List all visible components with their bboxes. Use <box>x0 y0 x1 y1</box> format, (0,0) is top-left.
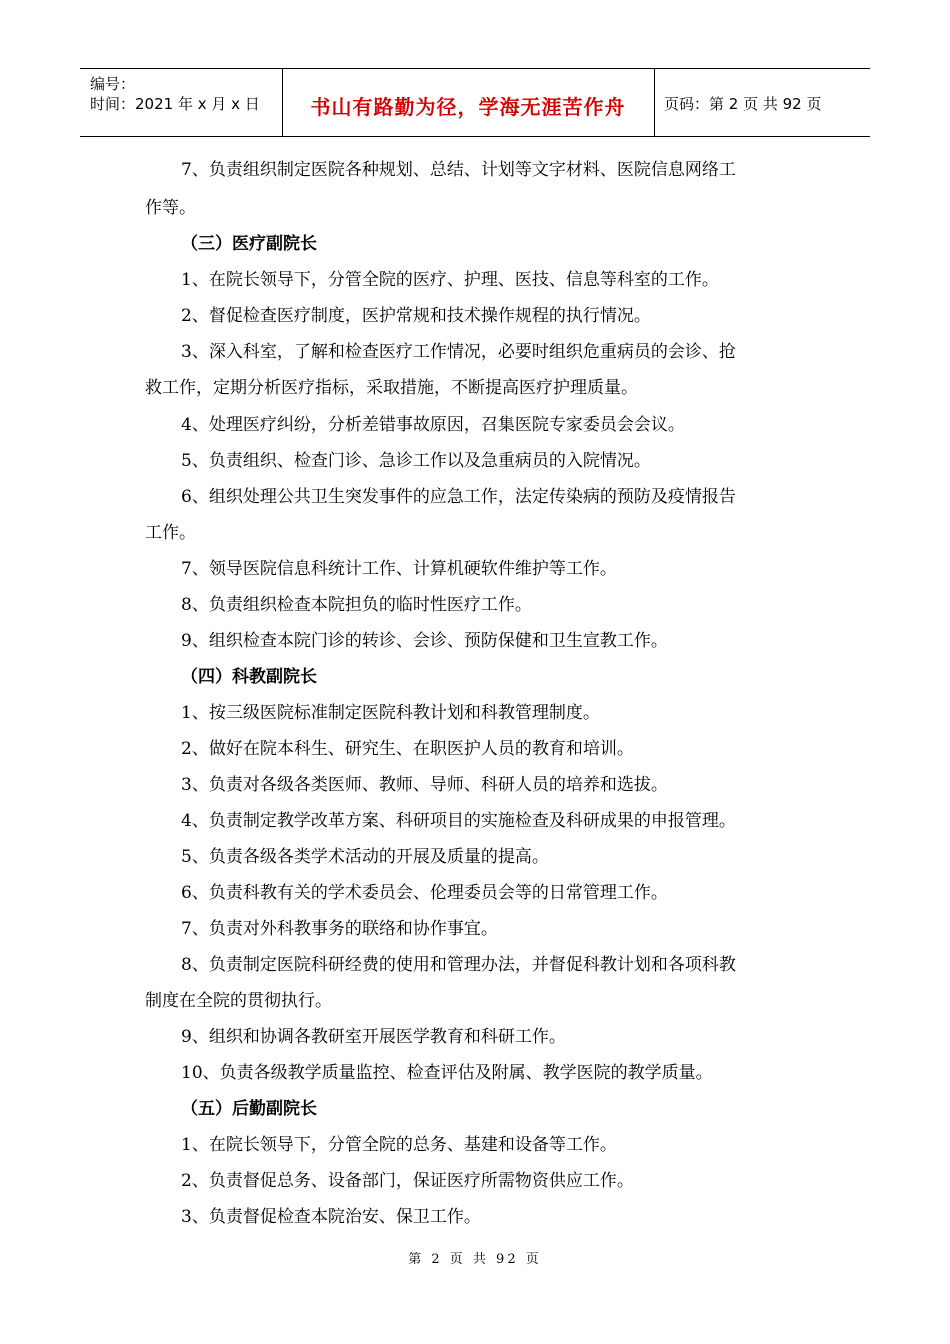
paragraph-line: 9、组织和协调各教研室开展医学教育和科研工作。 <box>181 1027 566 1047</box>
paragraph-line: 救工作，定期分析医疗指标，采取措施，不断提高医疗护理质量。 <box>145 378 638 398</box>
document-header <box>80 68 870 137</box>
paragraph-line: 4、处理医疗纠纷，分析差错事故原因，召集医院专家委员会会议。 <box>181 415 685 435</box>
section-heading: （四）科教副院长 <box>181 667 317 687</box>
paragraph-line: 2、督促检查医疗制度，医护常规和技术操作规程的执行情况。 <box>181 306 651 326</box>
paragraph-line: 7、负责组织制定医院各种规划、总结、计划等文字材料、医院信息网络工 <box>181 160 736 180</box>
paragraph-line: 4、负责制定教学改革方案、科研项目的实施检查及科研成果的申报管理。 <box>181 811 736 831</box>
paragraph-line: 8、负责组织检查本院担负的临时性医疗工作。 <box>181 595 532 615</box>
paragraph-line: 6、组织处理公共卫生突发事件的应急工作，法定传染病的预防及疫情报告 <box>181 487 736 507</box>
paragraph-line: 1、按三级医院标准制定医院科教计划和科教管理制度。 <box>181 703 600 723</box>
page-info: 页码：第 2 页 共 92 页 <box>664 95 822 113</box>
header-motto-cell <box>282 69 655 136</box>
paragraph-line: 9、组织检查本院门诊的转诊、会诊、预防保健和卫生宣教工作。 <box>181 631 668 651</box>
paragraph-line: 8、负责制定医院科研经费的使用和管理办法，并督促科教计划和各项科教 <box>181 955 736 975</box>
paragraph-line: 作等。 <box>145 198 196 218</box>
time-label: 时间：2021 年 x 月 x 日 <box>90 95 260 113</box>
paragraph-line: 工作。 <box>145 523 196 543</box>
paragraph-line: 5、负责组织、检查门诊、急诊工作以及急重病员的入院情况。 <box>181 451 651 471</box>
header-left-cell <box>80 69 283 136</box>
section-heading: （三）医疗副院长 <box>181 234 317 254</box>
header-page-cell <box>654 69 870 136</box>
paragraph-line: 7、负责对外科教事务的联络和协作事宜。 <box>181 919 498 939</box>
paragraph-line: 2、负责督促总务、设备部门，保证医疗所需物资供应工作。 <box>181 1171 634 1191</box>
paragraph-line: 10、负责各级教学质量监控、检查评估及附属、教学医院的教学质量。 <box>181 1063 713 1083</box>
paragraph-line: 3、负责对各级各类医师、教师、导师、科研人员的培养和选拔。 <box>181 775 668 795</box>
paragraph-line: 1、在院长领导下，分管全院的总务、基建和设备等工作。 <box>181 1135 617 1155</box>
paragraph-line: 3、深入科室，了解和检查医疗工作情况，必要时组织危重病员的会诊、抢 <box>181 342 736 362</box>
paragraph-line: 7、领导医院信息科统计工作、计算机硬软件维护等工作。 <box>181 559 617 579</box>
paragraph-line: 5、负责各级各类学术活动的开展及质量的提高。 <box>181 847 549 867</box>
paragraph-line: 6、负责科教有关的学术委员会、伦理委员会等的日常管理工作。 <box>181 883 668 903</box>
section-heading: （五）后勤副院长 <box>181 1099 317 1119</box>
paragraph-line: 2、做好在院本科生、研究生、在职医护人员的教育和培训。 <box>181 739 634 759</box>
paragraph-line: 3、负责督促检查本院治安、保卫工作。 <box>181 1207 481 1227</box>
motto-text: 书山有路勤为径，学海无涯苦作舟 <box>310 95 626 119</box>
page-footer: 第 2 页 共 92 页 <box>408 1252 542 1267</box>
paragraph-line: 1、在院长领导下，分管全院的医疗、护理、医技、信息等科室的工作。 <box>181 270 719 290</box>
number-label: 编号： <box>90 75 136 93</box>
paragraph-line: 制度在全院的贯彻执行。 <box>145 991 332 1011</box>
